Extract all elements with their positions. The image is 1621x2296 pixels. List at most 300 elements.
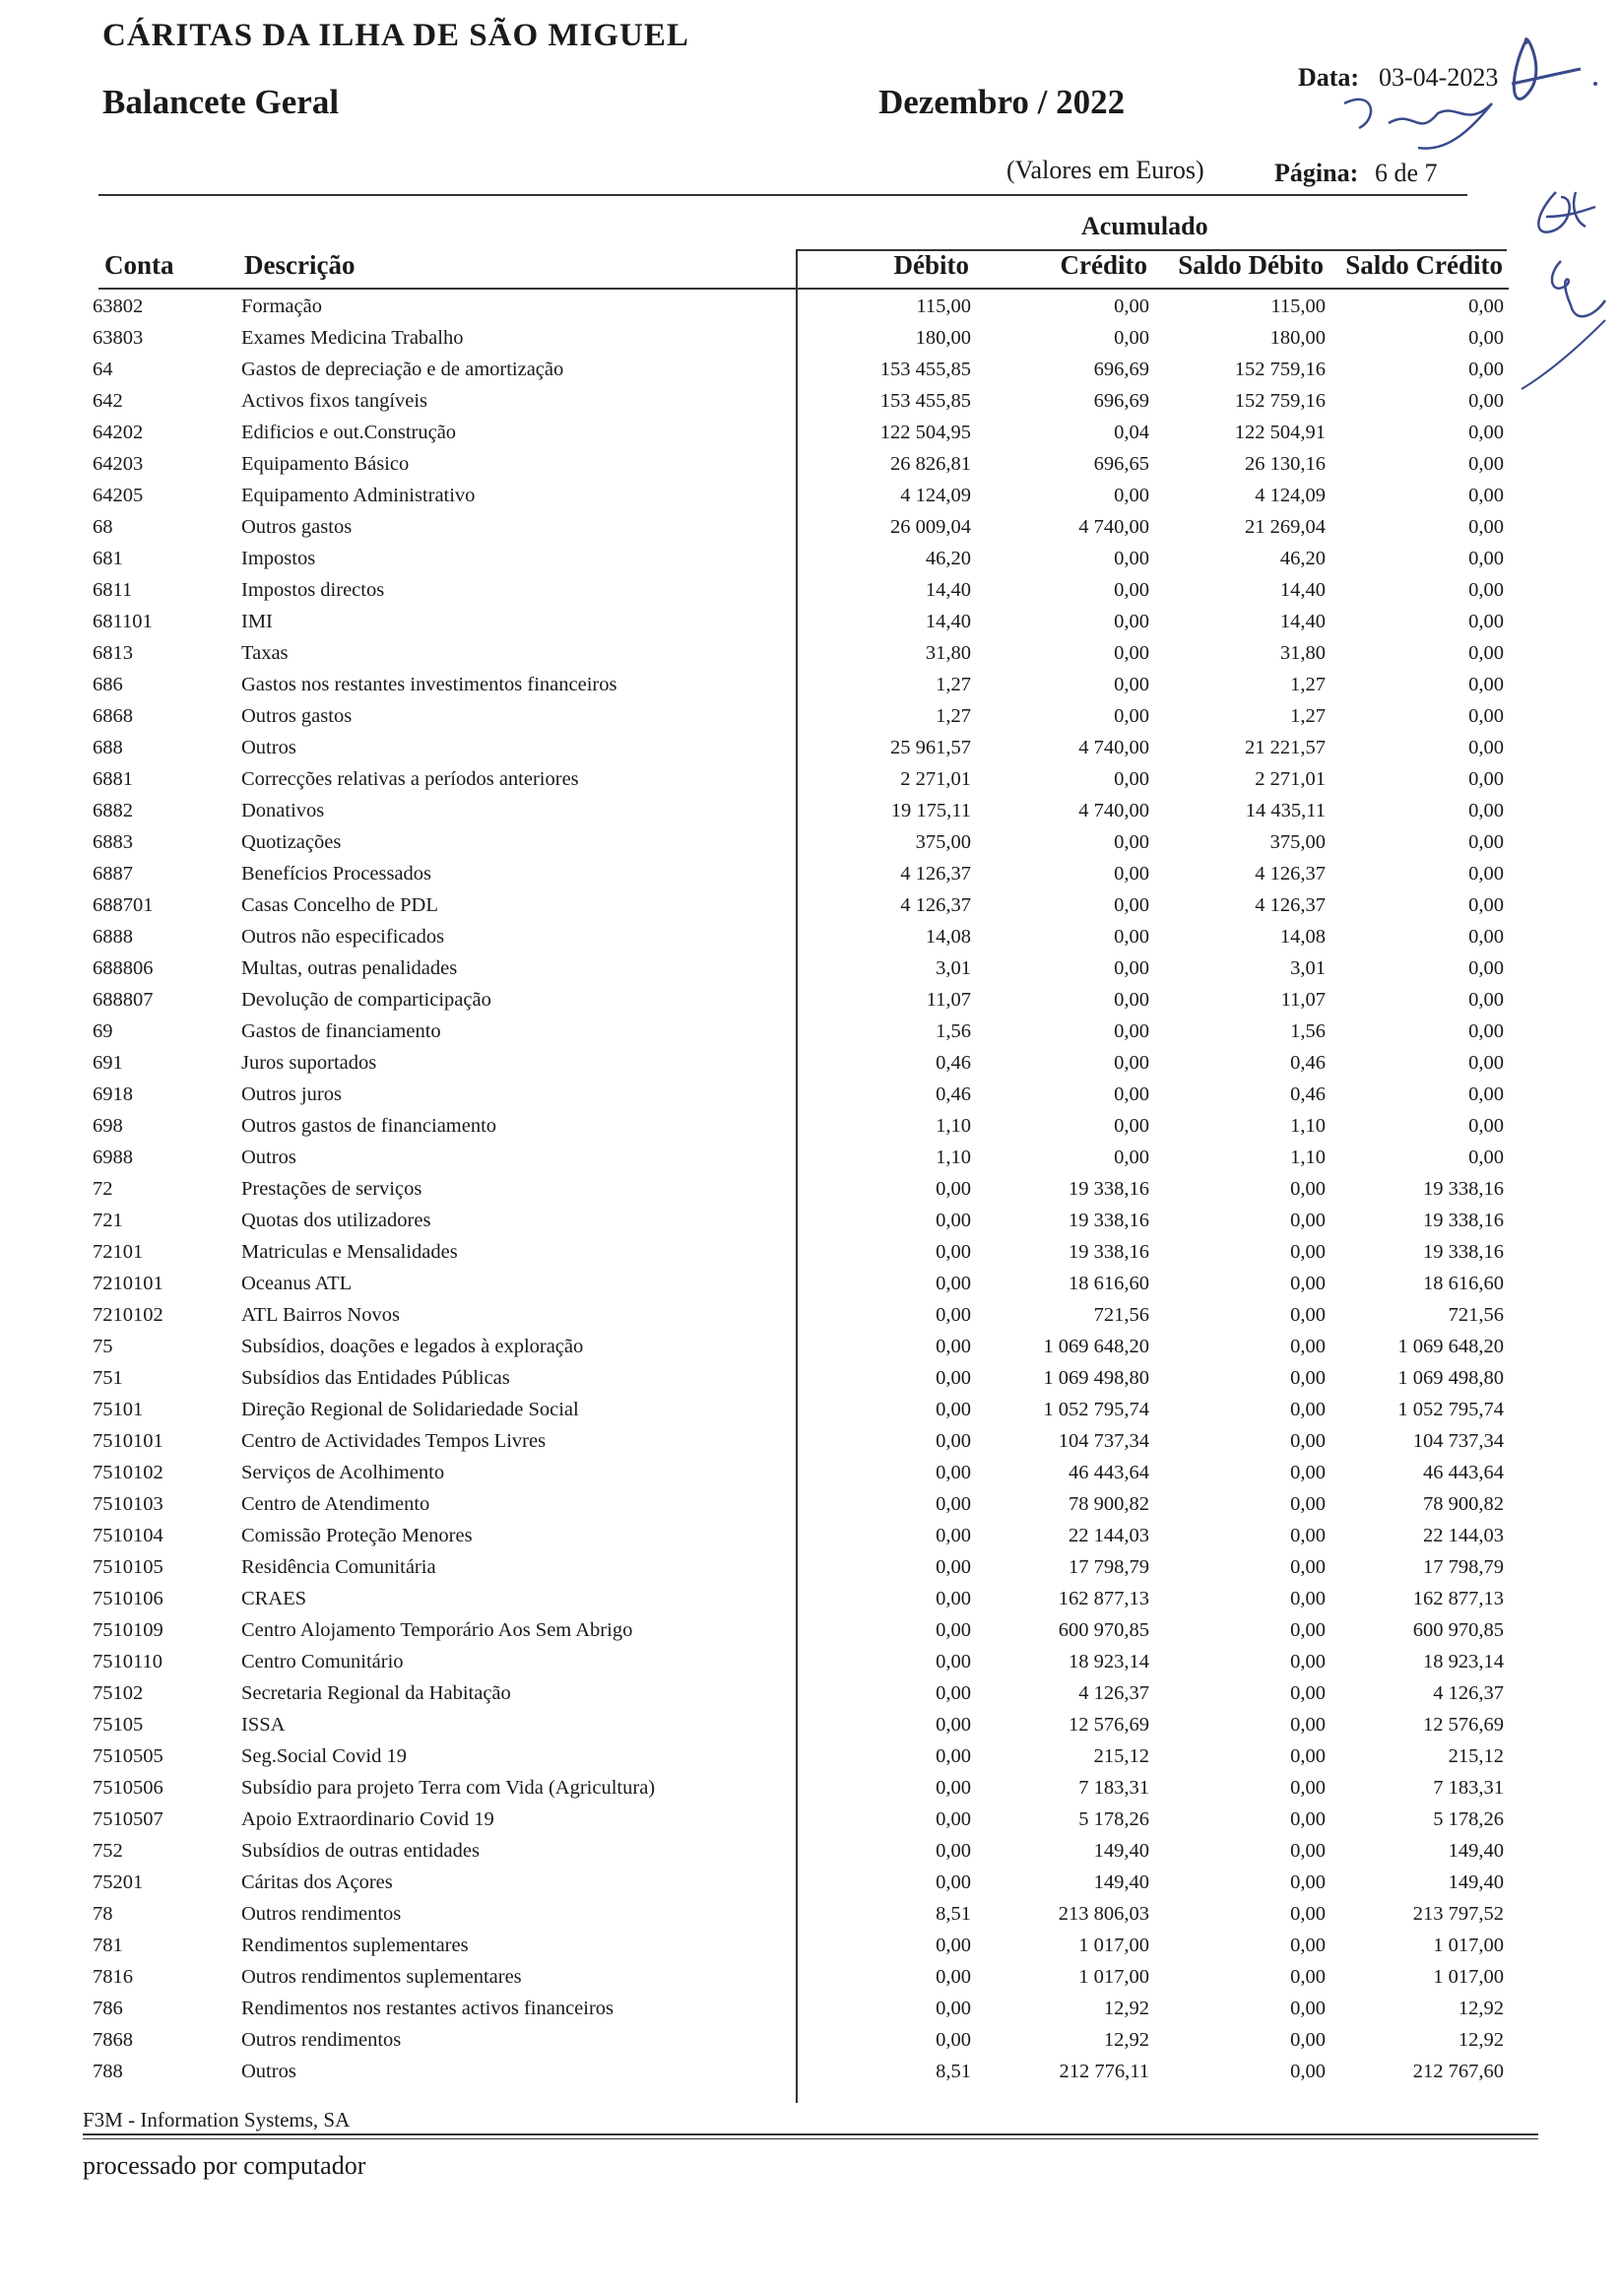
- account-code: 6883: [93, 831, 133, 853]
- table-row: [0, 734, 1621, 765]
- credit-balance-value: 0,00: [1468, 516, 1504, 538]
- credit-balance-value: 149,40: [1448, 1871, 1504, 1893]
- table-row: [0, 293, 1621, 324]
- credit-balance-value: 0,00: [1468, 989, 1504, 1011]
- table-row: [0, 860, 1621, 891]
- credit-balance-value: 0,00: [1468, 1147, 1504, 1168]
- account-code: 7510102: [93, 1462, 163, 1483]
- account-code: 7210102: [93, 1304, 163, 1326]
- table-row: [0, 1837, 1621, 1869]
- table-row: [0, 2058, 1621, 2089]
- account-description: Comissão Proteção Menores: [241, 1525, 473, 1546]
- credit-balance-value: 0,00: [1468, 737, 1504, 758]
- credit-value: 17 798,79: [1069, 1556, 1149, 1578]
- table-row: [0, 1049, 1621, 1081]
- debit-value: 46,20: [925, 548, 971, 569]
- debit-balance-value: 0,46: [1290, 1083, 1326, 1105]
- debit-value: 0,46: [936, 1083, 971, 1105]
- table-row: [0, 608, 1621, 639]
- debit-value: 180,00: [915, 327, 971, 349]
- table-row: [0, 1869, 1621, 1900]
- credit-balance-value: 1 069 498,80: [1397, 1367, 1504, 1389]
- credit-balance-value: 7 183,31: [1433, 1777, 1504, 1799]
- account-code: 75102: [93, 1682, 144, 1704]
- footer-rule: [83, 2133, 1538, 2135]
- credit-value: 0,00: [1114, 548, 1149, 569]
- table-row: [0, 828, 1621, 860]
- account-code: 75: [93, 1336, 113, 1357]
- account-description: Equipamento Básico: [241, 453, 410, 475]
- table-row: [0, 1301, 1621, 1333]
- debit-balance-value: 46,20: [1279, 548, 1326, 569]
- account-description: Apoio Extraordinario Covid 19: [241, 1808, 494, 1830]
- handwritten-signature-top: [1320, 10, 1615, 158]
- debit-balance-value: 21 269,04: [1245, 516, 1326, 538]
- debit-balance-value: 0,00: [1290, 1556, 1326, 1578]
- account-code: 7510505: [93, 1745, 163, 1767]
- table-row: [0, 1396, 1621, 1427]
- account-code: 64202: [93, 422, 144, 443]
- credit-value: 0,00: [1114, 642, 1149, 664]
- credit-value: 0,00: [1114, 894, 1149, 916]
- credit-balance-value: 0,00: [1468, 295, 1504, 317]
- credit-value: 696,69: [1093, 359, 1149, 380]
- debit-value: 0,00: [936, 1399, 971, 1420]
- debit-balance-value: 0,00: [1290, 1304, 1326, 1326]
- account-code: 7510104: [93, 1525, 163, 1546]
- table-row: [0, 419, 1621, 450]
- credit-balance-value: 18 616,60: [1423, 1273, 1504, 1294]
- account-code: 681: [93, 548, 123, 569]
- account-code: 72: [93, 1178, 113, 1200]
- debit-balance-value: 14,40: [1279, 611, 1326, 632]
- account-description: Subsídio para projeto Terra com Vida (Agricultura): [241, 1777, 656, 1799]
- report-title: Balancete Geral: [102, 83, 340, 121]
- table-row: [0, 1081, 1621, 1112]
- debit-value: 8,51: [936, 2061, 971, 2082]
- credit-balance-value: 4 126,37: [1433, 1682, 1504, 1704]
- account-code: 781: [93, 1935, 123, 1956]
- table-row: [0, 1711, 1621, 1742]
- table-row: [0, 765, 1621, 797]
- credit-balance-value: 0,00: [1468, 1020, 1504, 1042]
- credit-value: 46 443,64: [1069, 1462, 1149, 1483]
- debit-balance-value: 2 271,01: [1255, 768, 1326, 790]
- debit-value: 25 961,57: [890, 737, 971, 758]
- account-description: Outros rendimentos suplementares: [241, 1966, 522, 1988]
- debit-value: 0,00: [936, 1556, 971, 1578]
- debit-balance-value: 0,00: [1290, 2061, 1326, 2082]
- table-row: [0, 1932, 1621, 1963]
- credit-balance-value: 721,56: [1448, 1304, 1504, 1326]
- credit-value: 12,92: [1103, 1998, 1149, 2019]
- account-description: Subsídios, doações e legados à exploração: [241, 1336, 584, 1357]
- table-row: [0, 1616, 1621, 1648]
- debit-balance-value: 31,80: [1279, 642, 1326, 664]
- debit-balance-value: 1,10: [1290, 1147, 1326, 1168]
- column-header-debito: Débito: [893, 250, 969, 280]
- debit-balance-value: 0,00: [1290, 1178, 1326, 1200]
- credit-value: 4 126,37: [1078, 1682, 1149, 1704]
- table-row: [0, 545, 1621, 576]
- credit-value: 12 576,69: [1069, 1714, 1149, 1736]
- table-row: [0, 1427, 1621, 1459]
- debit-value: 0,00: [936, 1241, 971, 1263]
- credit-value: 721,56: [1093, 1304, 1149, 1326]
- debit-value: 1,27: [936, 705, 971, 727]
- handwritten-initials-margin: [1517, 167, 1615, 394]
- credit-balance-value: 22 144,03: [1423, 1525, 1504, 1546]
- credit-balance-value: 0,00: [1468, 1052, 1504, 1074]
- table-row: [0, 1017, 1621, 1049]
- account-code: 7868: [93, 2029, 133, 2051]
- credit-value: 0,00: [1114, 1052, 1149, 1074]
- debit-balance-value: 0,00: [1290, 1903, 1326, 1925]
- account-description: Equipamento Administrativo: [241, 485, 476, 506]
- account-description: Prestações de serviços: [241, 1178, 422, 1200]
- debit-balance-value: 4 126,37: [1255, 863, 1326, 885]
- credit-balance-value: 78 900,82: [1423, 1493, 1504, 1515]
- debit-balance-value: 0,00: [1290, 1430, 1326, 1452]
- table-row: [0, 2026, 1621, 2058]
- credit-balance-value: 19 338,16: [1423, 1210, 1504, 1231]
- debit-balance-value: 375,00: [1269, 831, 1326, 853]
- account-code: 698: [93, 1115, 123, 1137]
- credit-value: 1 017,00: [1078, 1935, 1149, 1956]
- debit-value: 0,00: [936, 1998, 971, 2019]
- debit-balance-value: 0,00: [1290, 1210, 1326, 1231]
- credit-value: 0,00: [1114, 1147, 1149, 1168]
- account-code: 7510109: [93, 1619, 163, 1641]
- table-row: [0, 986, 1621, 1017]
- debit-balance-value: 0,00: [1290, 1273, 1326, 1294]
- account-description: Juros suportados: [241, 1052, 377, 1074]
- credit-balance-value: 12 576,69: [1423, 1714, 1504, 1736]
- balance-table-body: [0, 293, 1621, 2089]
- account-code: 691: [93, 1052, 123, 1074]
- table-row: [0, 1207, 1621, 1238]
- debit-balance-value: 26 130,16: [1245, 453, 1326, 475]
- credit-balance-value: 0,00: [1468, 831, 1504, 853]
- table-row: [0, 1238, 1621, 1270]
- credit-balance-value: 0,00: [1468, 957, 1504, 979]
- debit-value: 0,00: [936, 1714, 971, 1736]
- account-description: Centro de Atendimento: [241, 1493, 430, 1515]
- credit-balance-value: 5 178,26: [1433, 1808, 1504, 1830]
- table-row: [0, 1900, 1621, 1932]
- account-description: Subsídios de outras entidades: [241, 1840, 480, 1862]
- account-description: Multas, outras penalidades: [241, 957, 458, 979]
- account-description: Activos fixos tangíveis: [241, 390, 428, 412]
- credit-value: 696,65: [1093, 453, 1149, 475]
- account-description: ISSA: [241, 1714, 286, 1736]
- table-row: [0, 1774, 1621, 1805]
- account-code: 788: [93, 2061, 123, 2082]
- account-code: 686: [93, 674, 123, 695]
- account-code: 6882: [93, 800, 133, 821]
- credit-balance-value: 149,40: [1448, 1840, 1504, 1862]
- debit-value: 0,00: [936, 1935, 971, 1956]
- account-description: Centro Comunitário: [241, 1651, 404, 1673]
- debit-balance-value: 0,46: [1290, 1052, 1326, 1074]
- table-row: [0, 324, 1621, 356]
- account-description: Subsídios das Entidades Públicas: [241, 1367, 510, 1389]
- credit-balance-value: 0,00: [1468, 1083, 1504, 1105]
- credit-value: 0,00: [1114, 957, 1149, 979]
- credit-balance-value: 215,12: [1448, 1745, 1504, 1767]
- table-row: [0, 482, 1621, 513]
- date-value: 03-04-2023: [1379, 63, 1499, 92]
- credit-balance-value: 0,00: [1468, 327, 1504, 349]
- credit-value: 0,00: [1114, 1115, 1149, 1137]
- debit-balance-value: 0,00: [1290, 1998, 1326, 2019]
- column-header-saldo-debito: Saldo Débito: [1178, 250, 1324, 280]
- page-number: 6 de 7: [1375, 159, 1438, 187]
- debit-balance-value: 0,00: [1290, 1745, 1326, 1767]
- credit-value: 212 776,11: [1059, 2061, 1149, 2082]
- credit-balance-value: 1 052 795,74: [1397, 1399, 1504, 1420]
- account-description: Outros: [241, 1147, 296, 1168]
- credit-value: 0,00: [1114, 579, 1149, 601]
- credit-balance-value: 0,00: [1468, 674, 1504, 695]
- debit-balance-value: 14,08: [1279, 926, 1326, 948]
- debit-value: 0,00: [936, 1336, 971, 1357]
- credit-balance-value: 0,00: [1468, 642, 1504, 664]
- debit-balance-value: 0,00: [1290, 1588, 1326, 1609]
- credit-balance-value: 0,00: [1468, 485, 1504, 506]
- account-description: Oceanus ATL: [241, 1273, 353, 1294]
- debit-value: 0,00: [936, 1430, 971, 1452]
- column-header-credito: Crédito: [1060, 250, 1147, 280]
- footer-company: F3M - Information Systems, SA: [83, 2108, 351, 2132]
- table-row: [0, 1112, 1621, 1144]
- debit-balance-value: 0,00: [1290, 1871, 1326, 1893]
- debit-value: 31,80: [925, 642, 971, 664]
- debit-value: 11,07: [926, 989, 971, 1011]
- credit-value: 0,00: [1114, 768, 1149, 790]
- credit-balance-value: 46 443,64: [1423, 1462, 1504, 1483]
- debit-value: 8,51: [936, 1903, 971, 1925]
- account-code: 6811: [93, 579, 133, 601]
- organization-name: CÁRITAS DA ILHA DE SÃO MIGUEL: [102, 18, 689, 53]
- account-code: 64: [93, 359, 113, 380]
- account-code: 64203: [93, 453, 144, 475]
- account-code: 7510507: [93, 1808, 163, 1830]
- table-row: [0, 1679, 1621, 1711]
- report-period: Dezembro / 2022: [878, 83, 1126, 121]
- table-row: [0, 702, 1621, 734]
- account-code: 6868: [93, 705, 133, 727]
- debit-value: 0,00: [936, 1588, 971, 1609]
- debit-balance-value: 3,01: [1290, 957, 1326, 979]
- debit-value: 0,00: [936, 1619, 971, 1641]
- credit-value: 0,00: [1114, 1083, 1149, 1105]
- account-description: Outros não especificados: [241, 926, 445, 948]
- table-row: [0, 1995, 1621, 2026]
- column-header-conta: Conta: [104, 250, 174, 280]
- account-description: Cáritas dos Açores: [241, 1871, 393, 1893]
- account-code: 7510103: [93, 1493, 163, 1515]
- debit-balance-value: 0,00: [1290, 1525, 1326, 1546]
- debit-balance-value: 0,00: [1290, 1462, 1326, 1483]
- debit-value: 0,00: [936, 1966, 971, 1988]
- date-label: Data:: [1298, 63, 1360, 92]
- debit-value: 14,40: [925, 579, 971, 601]
- account-description: Centro Alojamento Temporário Aos Sem Abrigo: [241, 1619, 633, 1641]
- account-description: Outros: [241, 737, 296, 758]
- currency-note: (Valores em Euros): [1006, 156, 1204, 184]
- table-row: [0, 797, 1621, 828]
- table-row: [0, 671, 1621, 702]
- credit-value: 0,04: [1114, 422, 1149, 443]
- account-code: 75105: [93, 1714, 144, 1736]
- credit-value: 18 923,14: [1069, 1651, 1149, 1673]
- account-code: 7816: [93, 1966, 133, 1988]
- account-code: 78: [93, 1903, 113, 1925]
- table-row: [0, 450, 1621, 482]
- debit-value: 0,00: [936, 1745, 971, 1767]
- debit-value: 0,00: [936, 1651, 971, 1673]
- debit-value: 0,00: [936, 1210, 971, 1231]
- credit-balance-value: 0,00: [1468, 863, 1504, 885]
- account-description: Gastos de depreciação e de amortização: [241, 359, 564, 380]
- credit-value: 0,00: [1114, 926, 1149, 948]
- debit-value: 0,00: [936, 1808, 971, 1830]
- header-divider: [98, 194, 1467, 196]
- debit-value: 1,27: [936, 674, 971, 695]
- credit-value: 12,92: [1103, 2029, 1149, 2051]
- debit-value: 4 126,37: [900, 863, 971, 885]
- account-description: Centro de Actividades Tempos Livres: [241, 1430, 547, 1452]
- credit-balance-value: 1 017,00: [1433, 1935, 1504, 1956]
- account-code: 751: [93, 1367, 123, 1389]
- table-row: [0, 891, 1621, 923]
- debit-balance-value: 0,00: [1290, 1808, 1326, 1830]
- table-row: [0, 356, 1621, 387]
- debit-value: 0,00: [936, 1493, 971, 1515]
- credit-value: 149,40: [1093, 1871, 1149, 1893]
- credit-value: 19 338,16: [1069, 1241, 1149, 1263]
- debit-value: 1,10: [936, 1115, 971, 1137]
- debit-balance-value: 0,00: [1290, 1777, 1326, 1799]
- debit-value: 4 126,37: [900, 894, 971, 916]
- account-description: Outros rendimentos: [241, 1903, 402, 1925]
- credit-value: 1 069 498,80: [1043, 1367, 1149, 1389]
- page-label: Página:: [1274, 159, 1359, 187]
- account-description: Devolução de comparticipação: [241, 989, 491, 1011]
- credit-value: 0,00: [1114, 611, 1149, 632]
- credit-value: 215,12: [1093, 1745, 1149, 1767]
- account-code: 69: [93, 1020, 113, 1042]
- debit-balance-value: 0,00: [1290, 1493, 1326, 1515]
- debit-value: 0,00: [936, 1304, 971, 1326]
- debit-value: 375,00: [915, 831, 971, 853]
- credit-balance-value: 0,00: [1468, 1115, 1504, 1137]
- credit-value: 1 052 795,74: [1043, 1399, 1149, 1420]
- credit-value: 19 338,16: [1069, 1178, 1149, 1200]
- debit-balance-value: 0,00: [1290, 2029, 1326, 2051]
- column-header-saldo-credito: Saldo Crédito: [1345, 250, 1503, 280]
- table-row: [0, 1522, 1621, 1553]
- credit-balance-value: 19 338,16: [1423, 1178, 1504, 1200]
- account-code: 721: [93, 1210, 123, 1231]
- account-description: Exames Medicina Trabalho: [241, 327, 464, 349]
- accumulated-group-label: Acumulado: [1081, 212, 1208, 240]
- account-code: 688701: [93, 894, 154, 916]
- debit-value: 0,00: [936, 1178, 971, 1200]
- debit-balance-value: 0,00: [1290, 1840, 1326, 1862]
- credit-balance-value: 12,92: [1458, 1998, 1504, 2019]
- debit-value: 0,00: [936, 2029, 971, 2051]
- account-code: 6988: [93, 1147, 133, 1168]
- table-row: [0, 1175, 1621, 1207]
- table-row: [0, 923, 1621, 954]
- debit-value: 0,00: [936, 1840, 971, 1862]
- debit-value: 122 504,95: [879, 422, 971, 443]
- account-description: Outros juros: [241, 1083, 342, 1105]
- table-row: [0, 1585, 1621, 1616]
- debit-value: 0,00: [936, 1525, 971, 1546]
- account-code: 63802: [93, 295, 144, 317]
- account-description: Outros gastos: [241, 705, 353, 727]
- debit-balance-value: 152 759,16: [1234, 390, 1326, 412]
- debit-balance-value: 0,00: [1290, 1682, 1326, 1704]
- debit-value: 19 175,11: [890, 800, 971, 821]
- debit-balance-value: 152 759,16: [1234, 359, 1326, 380]
- credit-balance-value: 0,00: [1468, 579, 1504, 601]
- credit-value: 19 338,16: [1069, 1210, 1149, 1231]
- debit-value: 1,10: [936, 1147, 971, 1168]
- account-code: 7510110: [93, 1651, 162, 1673]
- table-row: [0, 1742, 1621, 1774]
- credit-value: 162 877,13: [1058, 1588, 1149, 1609]
- debit-value: 26 009,04: [890, 516, 971, 538]
- debit-value: 26 826,81: [890, 453, 971, 475]
- account-code: 688807: [93, 989, 154, 1011]
- account-description: Taxas: [241, 642, 289, 664]
- account-description: Correcções relativas a períodos anteriores: [241, 768, 579, 790]
- account-description: IMI: [241, 611, 273, 632]
- account-description: Benefícios Processados: [241, 863, 431, 885]
- debit-balance-value: 1,27: [1290, 705, 1326, 727]
- credit-value: 149,40: [1093, 1840, 1149, 1862]
- table-row: [0, 639, 1621, 671]
- debit-value: 0,00: [936, 1273, 971, 1294]
- account-code: 72101: [93, 1241, 144, 1263]
- debit-value: 0,00: [936, 1777, 971, 1799]
- column-header-descricao: Descrição: [244, 250, 356, 280]
- debit-value: 0,46: [936, 1052, 971, 1074]
- debit-balance-value: 21 221,57: [1245, 737, 1326, 758]
- credit-value: 1 069 648,20: [1043, 1336, 1149, 1357]
- account-description: Outros rendimentos: [241, 2029, 402, 2051]
- account-code: 786: [93, 1998, 123, 2019]
- debit-value: 2 271,01: [900, 768, 971, 790]
- debit-balance-value: 1,10: [1290, 1115, 1326, 1137]
- credit-value: 4 740,00: [1078, 516, 1149, 538]
- account-code: 7510506: [93, 1777, 163, 1799]
- debit-balance-value: 0,00: [1290, 1241, 1326, 1263]
- debit-value: 153 455,85: [879, 390, 971, 412]
- table-row: [0, 1333, 1621, 1364]
- account-description: Impostos directos: [241, 579, 385, 601]
- account-description: Outros gastos: [241, 516, 353, 538]
- debit-balance-value: 1,27: [1290, 674, 1326, 695]
- account-code: 6888: [93, 926, 133, 948]
- credit-balance-value: 0,00: [1468, 894, 1504, 916]
- table-row: [0, 1553, 1621, 1585]
- credit-value: 0,00: [1114, 485, 1149, 506]
